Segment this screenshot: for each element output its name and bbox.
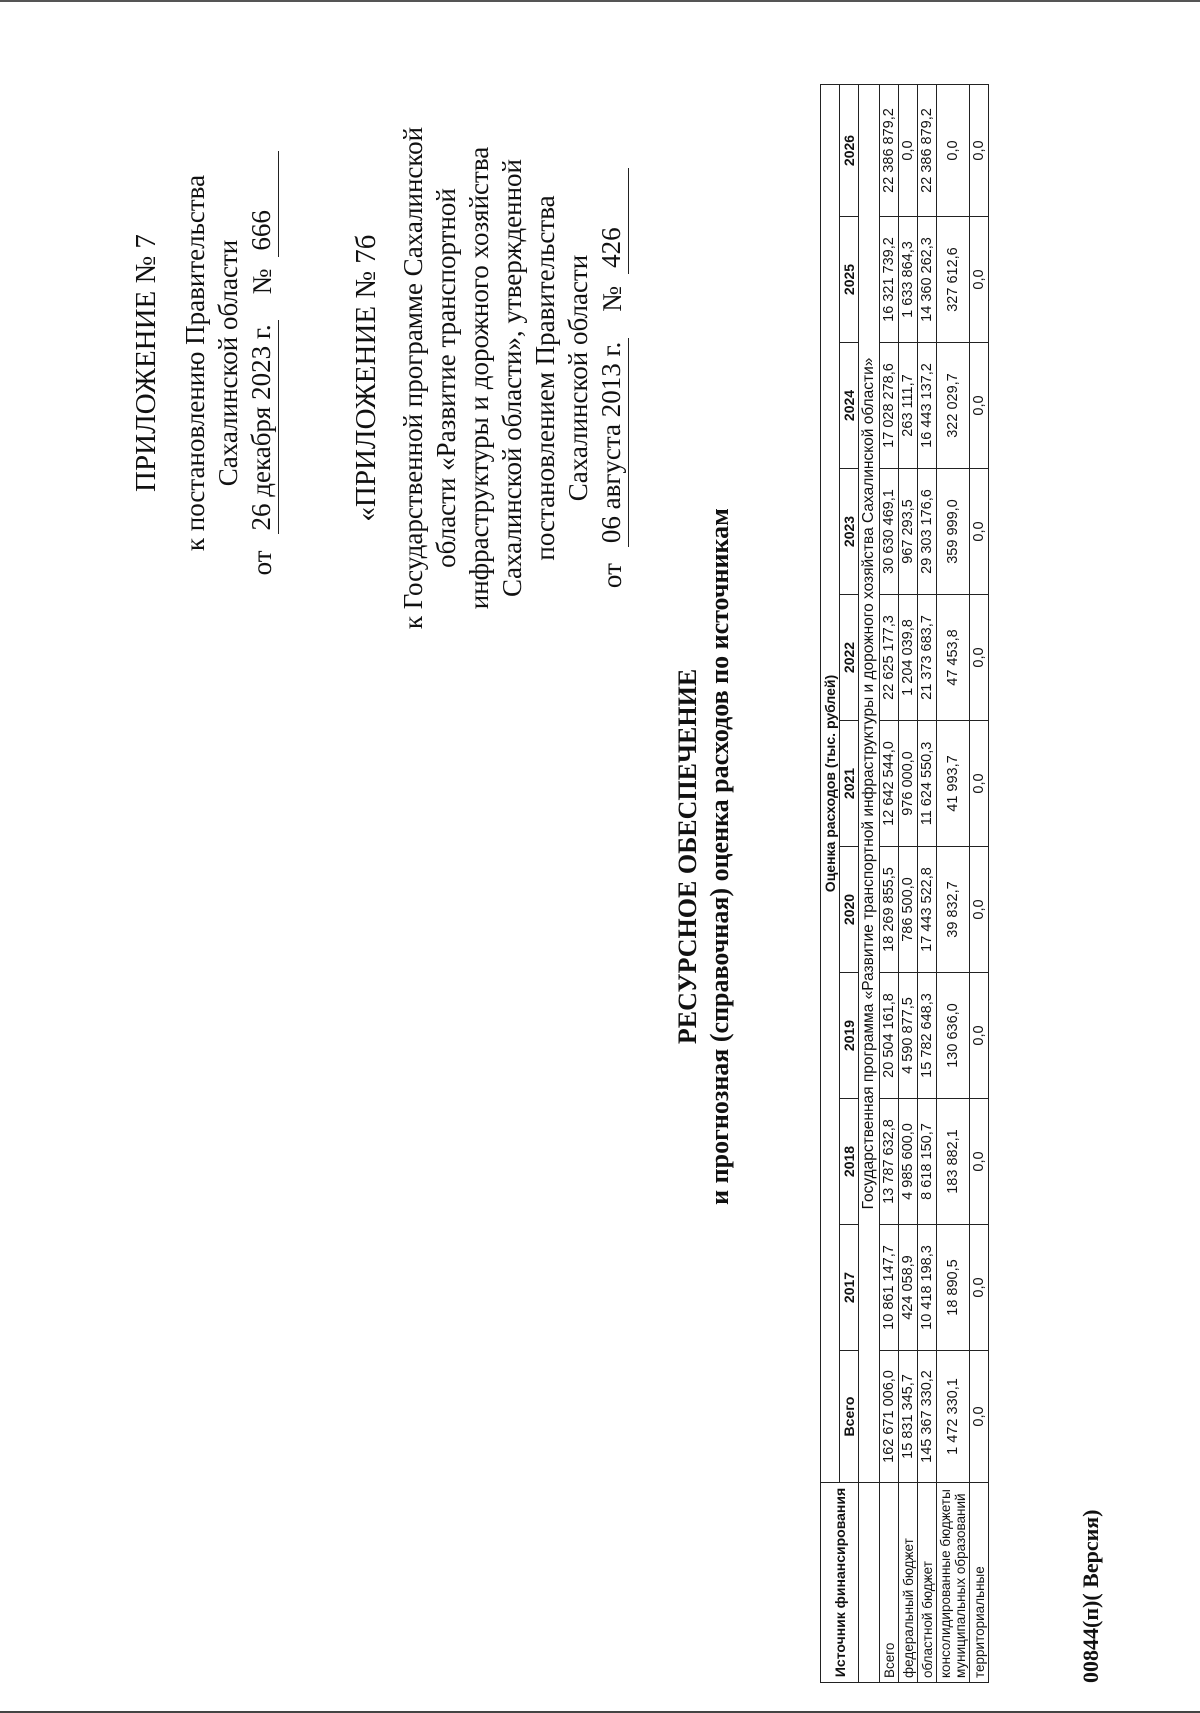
value-cell: 0,0 [970,847,989,973]
column-header: 2017 [840,1225,859,1351]
value-cell: 16 321 739,2 [880,217,899,343]
source-cell: территориальные [970,1483,989,1683]
value-cell: 17 443 522,8 [918,847,937,973]
value-cell: 41 993,7 [937,721,970,847]
appendix-original-number: 426 [595,168,629,274]
value-cell: 359 999,0 [937,469,970,595]
source-cell: консолидированные бюджеты муниципальных образований [937,1483,970,1683]
document-heading [672,0,736,1713]
value-cell: 263 111,7 [899,343,918,469]
number-label: № [597,285,627,312]
value-cell: 10 861 147,7 [880,1225,899,1351]
appendix-original-line: постановлением Правительства [530,195,560,561]
appendix-number: 666 [245,151,279,257]
column-header: 2019 [840,973,859,1099]
column-header: 2021 [840,721,859,847]
value-cell: 424 058,9 [899,1225,918,1351]
appendix-original-date: 06 августа 2013 г. [595,338,629,547]
value-cell: 0,0 [970,1225,989,1351]
value-cell: 0,0 [970,469,989,595]
program-row-empty [859,1483,880,1683]
table-row [918,85,937,1683]
value-cell: 145 367 330,2 [918,1351,937,1483]
appendix-original-line: Сахалинской области [563,254,593,502]
column-header: 2026 [840,85,859,217]
from-label: от [597,563,627,589]
value-cell: 22 625 177,3 [880,595,899,721]
value-cell: 39 832,7 [937,847,970,973]
value-cell: 1 633 864,3 [899,217,918,343]
value-cell: 15 831 345,7 [899,1351,918,1483]
value-cell: 0,0 [970,721,989,847]
value-cell: 29 303 176,6 [918,469,937,595]
group-header: Оценка расходов (тыс. рублей) [821,85,840,1483]
value-cell: 0,0 [970,973,989,1099]
value-cell: 8 618 150,7 [918,1099,937,1225]
table-row [899,85,918,1683]
value-cell: 13 787 632,8 [880,1099,899,1225]
value-cell: 1 472 330,1 [937,1351,970,1483]
value-cell: 22 386 879,2 [880,85,899,217]
source-cell: областной бюджет [918,1483,937,1683]
table-year-row [840,85,859,1683]
appendix-line: Сахалинской области [213,239,243,487]
value-cell: 4 985 600,0 [899,1099,918,1225]
value-cell: 1 204 039,8 [899,595,918,721]
appendix-line: к постановлению Правительства [180,174,210,552]
from-label: от [247,550,277,576]
value-cell: 22 386 879,2 [918,85,937,217]
value-cell: 12 642 544,0 [880,721,899,847]
value-cell: 0,0 [899,85,918,217]
value-cell: 16 443 137,2 [918,343,937,469]
appendix-original-line: инфраструктуры и дорожного хозяйства [464,146,494,610]
appendix-original-block [350,83,629,673]
table-row [937,85,970,1683]
value-cell: 21 373 683,7 [918,595,937,721]
column-header: Всего [840,1351,859,1483]
appendix-original-line: к Государственной программе Сахалинской [398,126,428,630]
value-cell: 18 269 855,5 [880,847,899,973]
column-header: 2020 [840,847,859,973]
value-cell: 15 782 648,3 [918,973,937,1099]
value-cell: 0,0 [970,595,989,721]
value-cell: 4 590 877,5 [899,973,918,1099]
heading-line-1: РЕСУРСНОЕ ОБЕСПЕЧЕНИЕ [673,668,702,1045]
appendix-date: 26 декабря 2023 г. [245,320,279,534]
value-cell: 183 882,1 [937,1099,970,1225]
value-cell: 14 360 262,3 [918,217,937,343]
table-row [880,85,899,1683]
financing-table [820,84,989,1683]
value-cell: 11 624 550,3 [918,721,937,847]
program-row [859,85,880,1683]
value-cell: 0,0 [970,85,989,217]
value-cell: 976 000,0 [899,721,918,847]
table-row [970,85,989,1683]
appendix-original-line: области «Развитие транспортной [431,188,461,568]
value-cell: 162 671 006,0 [880,1351,899,1483]
appendix-block [130,83,279,643]
table-header-row [821,85,840,1683]
value-cell: 0,0 [937,85,970,217]
value-cell: 322 029,7 [937,343,970,469]
appendix-date-line [245,83,279,643]
value-cell: 30 630 469,1 [880,469,899,595]
column-header: 2018 [840,1099,859,1225]
document-footer-code: 00844(п)( Версия) [1078,1509,1103,1683]
source-header: Источник финансирования [821,1483,859,1683]
column-header: 2022 [840,595,859,721]
value-cell: 0,0 [970,343,989,469]
program-title: Государственная программа «Развитие транспортной инфраструктуры и дорожного хозяйства Сахалинской области» [859,85,880,1483]
value-cell: 20 504 161,8 [880,973,899,1099]
value-cell: 130 636,0 [937,973,970,1099]
column-header: 2025 [840,217,859,343]
column-header: 2023 [840,469,859,595]
value-cell: 0,0 [970,217,989,343]
value-cell: 0,0 [970,1099,989,1225]
value-cell: 17 028 278,6 [880,343,899,469]
appendix-original-line: Сахалинской области», утвержденной [497,159,527,598]
number-label: № [247,268,277,295]
source-cell: федеральный бюджет [899,1483,918,1683]
value-cell: 47 453,8 [937,595,970,721]
appendix-title: ПРИЛОЖЕНИЕ № 7 [130,234,162,492]
source-cell: Всего [880,1483,899,1683]
value-cell: 0,0 [970,1351,989,1483]
value-cell: 18 890,5 [937,1225,970,1351]
value-cell: 327 612,6 [937,217,970,343]
value-cell: 786 500,0 [899,847,918,973]
value-cell: 10 418 198,3 [918,1225,937,1351]
value-cell: 967 293,5 [899,469,918,595]
heading-line-2: и прогнозная (справочная) оценка расходов по источникам [705,508,734,1205]
appendix-original-title: «ПРИЛОЖЕНИЕ № 7б [350,234,382,522]
appendix-original-date-line [595,83,629,673]
column-header: 2024 [840,343,859,469]
